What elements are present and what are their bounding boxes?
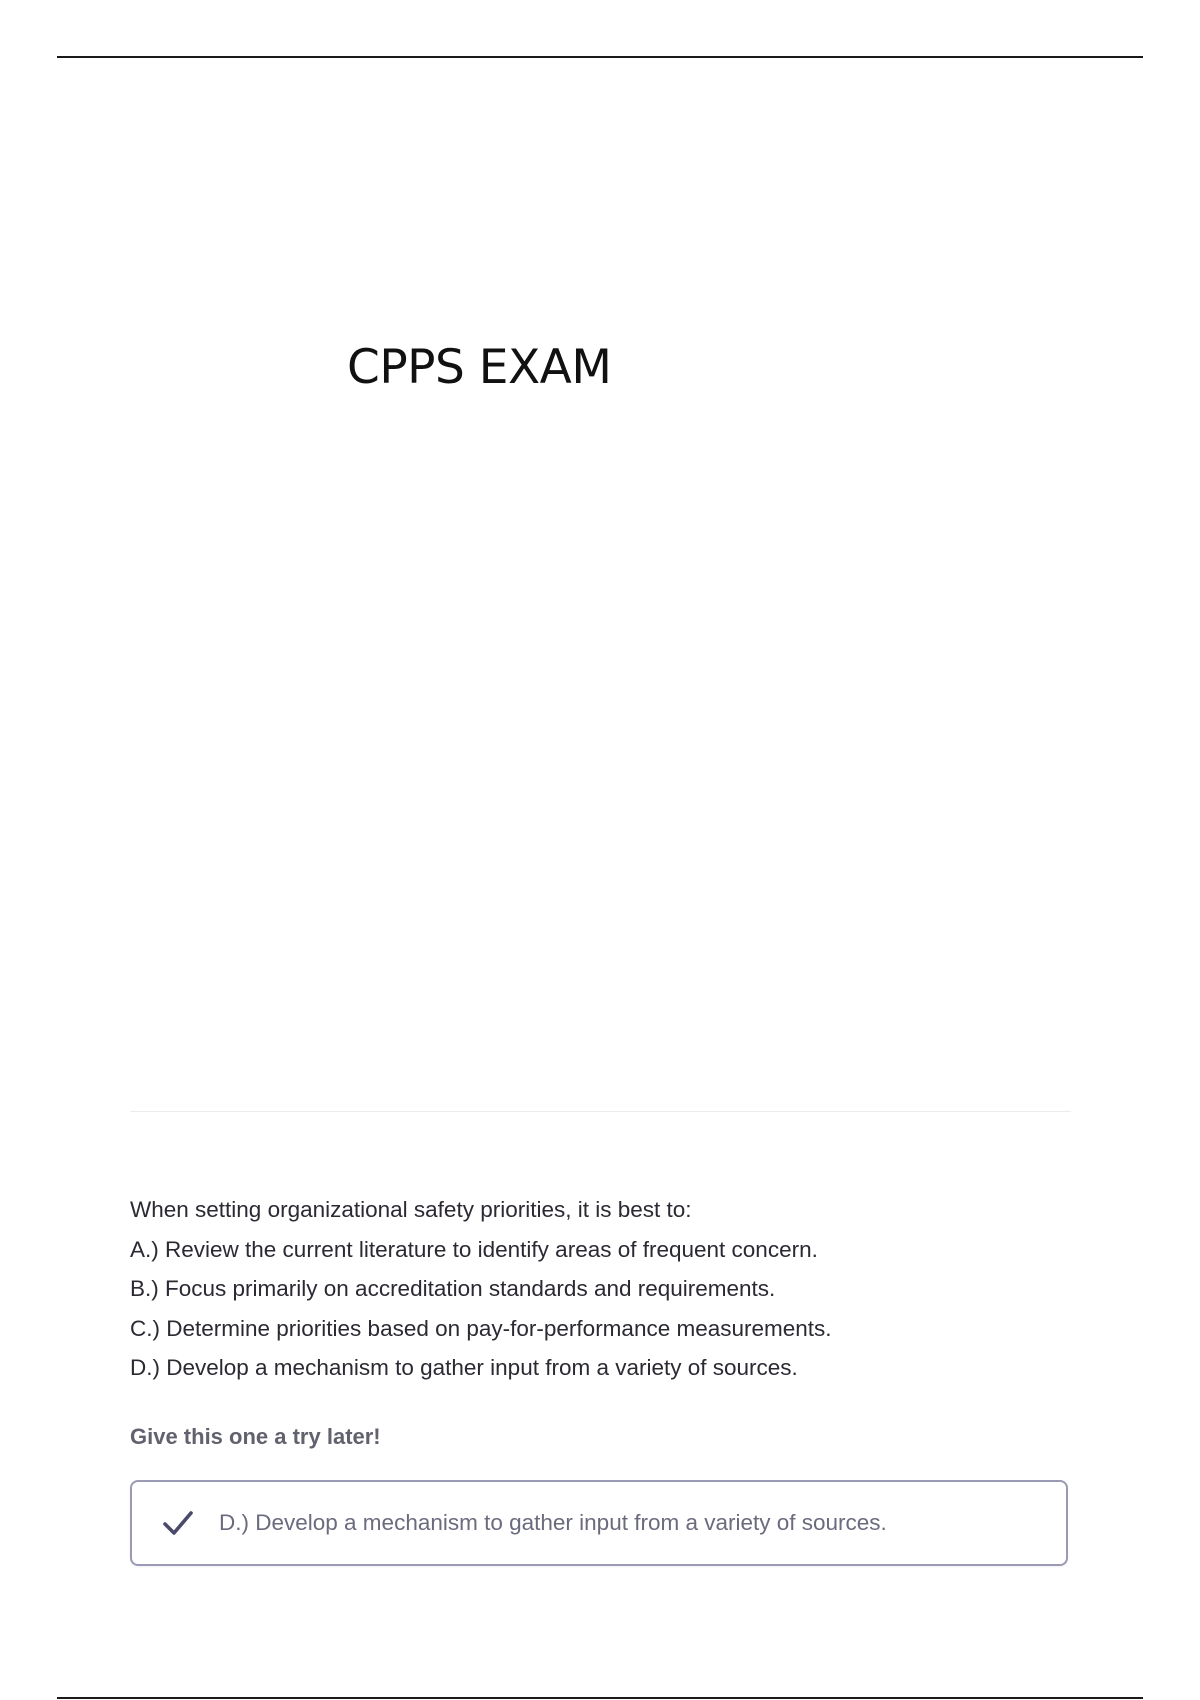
card-divider — [130, 1111, 1071, 1112]
question-block — [130, 1190, 1090, 1388]
try-later-hint: Give this one a try later! — [130, 1424, 381, 1449]
correct-answer-box — [130, 1480, 1068, 1566]
bottom-rule — [57, 1697, 1143, 1699]
option-c: C.) Determine priorities based on pay-for-performance measurements. — [130, 1315, 832, 1341]
top-rule — [57, 56, 1143, 58]
question-prompt: When setting organizational safety priorities, it is best to: — [130, 1197, 692, 1222]
option-a: A.) Review the current literature to identify areas of frequent concern. — [130, 1236, 818, 1262]
option-d: D.) Develop a mechanism to gather input from a variety of sources. — [130, 1355, 798, 1380]
correct-answer-text: D.) Develop a mechanism to gather input from a variety of sources. — [219, 1510, 887, 1535]
checkmark-icon — [160, 1505, 196, 1541]
option-b: B.) Focus primarily on accreditation standards and requirements. — [130, 1276, 776, 1301]
document-title: CPPS EXAM — [347, 340, 612, 395]
